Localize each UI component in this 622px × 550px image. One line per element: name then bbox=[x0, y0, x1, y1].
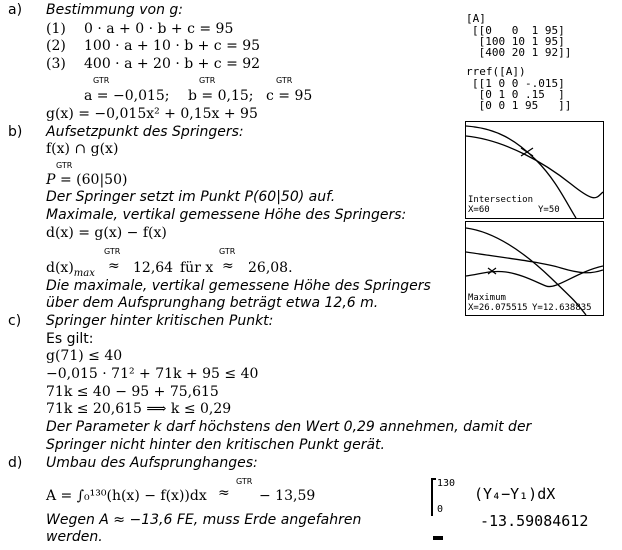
matrix-row: [100 10 1 95] bbox=[472, 35, 565, 48]
result-b: b = 0,15; bbox=[188, 88, 254, 104]
dmax-value: 12,64 bbox=[133, 260, 174, 276]
gtr-mark: GTR bbox=[199, 76, 216, 85]
landing-text: Der Springer setzt im Punkt P(60|50) auf. bbox=[46, 189, 336, 205]
integral-expression: A = ∫₀¹³⁰(h(x) − f(x))dx bbox=[46, 488, 207, 504]
calc-integral-screen bbox=[430, 478, 616, 544]
approx-symbol: ≈ bbox=[222, 258, 234, 274]
point-label: P bbox=[46, 172, 56, 188]
graph-x-readout: X=26.075515 bbox=[468, 303, 528, 313]
label-d: d) bbox=[8, 455, 23, 471]
graph-x-readout: X=60 bbox=[468, 205, 490, 215]
gtr-mark: GTR bbox=[236, 477, 253, 486]
intersection-expression: f(x) ∩ g(x) bbox=[46, 141, 119, 157]
graph-y-readout: Y=12.638835 bbox=[532, 303, 592, 313]
b-conclusion-line1: Die maximale, vertikal gemessene Höhe des Springers bbox=[46, 278, 431, 294]
integral-value-calc: -13.59084612 bbox=[480, 512, 589, 530]
integral-upper-bound: 130 bbox=[437, 478, 456, 489]
dmax-label: $d(x)_{max}$ bbox=[46, 260, 95, 279]
label-a: a) bbox=[8, 2, 23, 18]
inequality-line2: −0,015 · 71² + 71k + 95 ≤ 40 bbox=[46, 366, 259, 382]
es-gilt: Es gilt: bbox=[46, 331, 94, 347]
approx-symbol: ≈ bbox=[108, 258, 120, 274]
graph-label: Intersection bbox=[468, 195, 534, 205]
integral-expression-calc: (Y₄−Y₁)dX bbox=[474, 485, 556, 503]
calc-graph-maximum bbox=[465, 221, 604, 316]
curve-g bbox=[466, 252, 603, 273]
gtr-mark: GTR bbox=[56, 161, 73, 170]
max-height-heading: Maximale, vertikal gemessene Höhe des Springers: bbox=[46, 207, 407, 223]
approx-symbol: ≈ bbox=[218, 485, 230, 501]
label-b: b) bbox=[8, 124, 23, 140]
gtr-mark: GTR bbox=[93, 76, 110, 85]
x-value: 26,08. bbox=[248, 260, 293, 276]
result-a: a = −0,015; bbox=[84, 88, 170, 104]
d-function: d(x) = g(x) − f(x) bbox=[46, 225, 167, 241]
rref-row: [[1 0 0 -.015] bbox=[472, 77, 565, 90]
eq3-number: (3) bbox=[46, 56, 66, 72]
c-conclusion-line1: Der Parameter k darf höchstens den Wert 0,29 annehmen, damit der bbox=[46, 419, 532, 435]
graph-label: Maximum bbox=[468, 293, 506, 303]
eq1: 0 · a + 0 · b + c = 95 bbox=[84, 21, 234, 37]
heading-d: Umbau des Aufsprunghanges: bbox=[46, 455, 258, 471]
d-conclusion-line2: werden. bbox=[46, 529, 103, 545]
calc-graph-intersection bbox=[465, 121, 604, 219]
heading-a: Bestimmung von g: bbox=[46, 2, 184, 18]
d-conclusion-line1: Wegen A ≈ −13,6 FE, muss Erde angefahren bbox=[46, 512, 362, 528]
result-c: c = 95 bbox=[266, 88, 313, 104]
curve-d bbox=[466, 266, 603, 287]
integral-sign-top bbox=[433, 478, 436, 480]
point-value: = (60|50) bbox=[60, 172, 128, 188]
inequality-line1: g(71) ≤ 40 bbox=[46, 348, 123, 364]
inequality-line3: 71k ≤ 40 − 95 + 75,615 bbox=[46, 384, 219, 400]
eq1-number: (1) bbox=[46, 21, 66, 37]
calc-matrix-screen bbox=[464, 12, 614, 117]
eq2-number: (2) bbox=[46, 38, 66, 54]
b-conclusion-line2: über dem Aufsprunghang beträgt etwa 12,6 m. bbox=[46, 295, 379, 311]
integral-lower-bound: 0 bbox=[437, 504, 444, 515]
rref-row: [0 1 0 .15 ] bbox=[472, 88, 565, 101]
heading-c: Springer hinter kritischen Punkt: bbox=[46, 313, 274, 329]
inequality-line4: 71k ≤ 20,615 ⟹ k ≤ 0,29 bbox=[46, 401, 232, 417]
gtr-mark: GTR bbox=[104, 247, 121, 256]
graph-y-readout: Y=50 bbox=[538, 205, 560, 215]
eq3: 400 · a + 20 · b + c = 92 bbox=[84, 56, 261, 72]
curve-g bbox=[466, 136, 603, 198]
heading-b: Aufsetzpunkt des Springers: bbox=[46, 124, 244, 140]
cursor-block bbox=[433, 536, 443, 540]
label-c: c) bbox=[8, 313, 22, 329]
matrix-row: [[0 0 1 95] bbox=[472, 24, 565, 37]
integral-result: − 13,59 bbox=[259, 488, 316, 504]
matrix-title: [A] bbox=[466, 12, 486, 25]
c-conclusion-line2: Springer nicht hinter den kritischen Punkt gerät. bbox=[46, 437, 385, 453]
for-x-text: für x bbox=[180, 260, 214, 276]
gtr-mark: GTR bbox=[276, 76, 293, 85]
cross-cursor bbox=[488, 268, 496, 274]
matrix-row: [400 20 1 92]] bbox=[472, 46, 572, 59]
g-function: g(x) = −0,015x² + 0,15x + 95 bbox=[46, 106, 258, 122]
rref-row: [0 0 1 95 ]] bbox=[472, 99, 572, 112]
eq2: 100 · a + 10 · b + c = 95 bbox=[84, 38, 261, 54]
rref-command: rref([A]) bbox=[466, 65, 526, 78]
gtr-mark: GTR bbox=[219, 247, 236, 256]
integral-sign bbox=[431, 478, 433, 516]
